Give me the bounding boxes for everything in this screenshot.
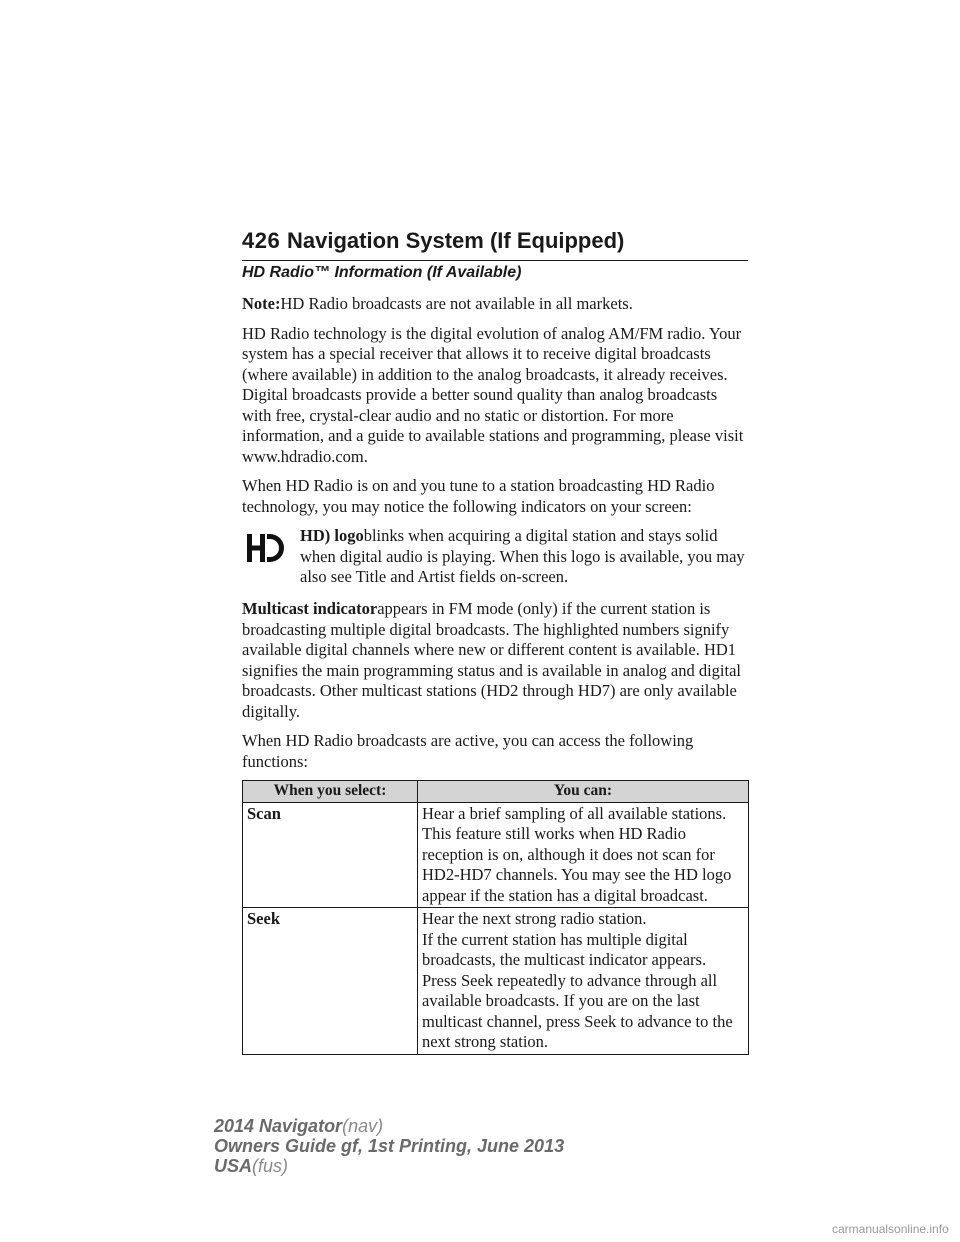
table-header-row: [243, 781, 749, 803]
note-label: Note:: [242, 294, 281, 313]
footer-model: 2014 Navigator: [214, 1116, 343, 1136]
page-header: [242, 228, 748, 261]
table-row: [243, 802, 749, 908]
note-paragraph: [242, 294, 750, 315]
hd-logo-definition: [242, 526, 750, 590]
multicast-term: Multicast indicator: [242, 599, 378, 618]
table-cell-line: If the current station has multiple digital broadcasts, the multicast indicator appears. Press Seek repeatedly to advance through all available broadcasts. If you are on the last multicast channel, press Seek to advance to the next strong station.: [422, 929, 733, 1051]
watermark: carmanualsonline.info: [832, 1222, 949, 1236]
note-text: HD Radio broadcasts are not available in all markets.: [280, 294, 633, 313]
multicast-desc: appears in FM mode (only) if the current station is broadcasting multiple digital broadcasts. The highlighted numbers signify available digital channels where new or different content is available. HD1 signifies the main programming status and is available in analog and digital broadcasts. Other multicast stations (HD2 through HD7) are only available digitally.: [242, 599, 742, 721]
section-heading: HD Radio™ Information (If Available): [242, 264, 522, 281]
table-header-select: When you select:: [243, 781, 418, 803]
hd-logo-term: HD) logo: [300, 526, 364, 545]
page-number: 426: [242, 228, 281, 253]
multicast-paragraph: [242, 599, 750, 722]
chapter-title: Navigation System (If Equipped): [287, 228, 625, 253]
page-content: [242, 264, 750, 1055]
functions-paragraph: When HD Radio broadcasts are active, you can access the following functions:: [242, 731, 694, 771]
table-cell-select: Scan: [243, 802, 418, 908]
table-cell-line: Hear the next strong radio station.: [422, 909, 647, 928]
footer-line-2: Owners Guide gf, 1st Printing, June 2013: [214, 1136, 565, 1156]
table-cell-select: Seek: [243, 908, 418, 1055]
table-cell-line: Hear a brief sampling of all available stations. This feature still works when HD Radio reception is on, although it does not scan for HD2-HD7 channels. You may see the HD logo appear if the station has a digital broadcast.: [422, 803, 732, 905]
functions-table: [242, 780, 749, 1055]
hd-radio-logo-icon: [246, 530, 286, 566]
page-footer: [214, 1116, 564, 1176]
footer-region-code: (fus): [252, 1156, 289, 1176]
footer-line-1: [214, 1116, 564, 1136]
intro-paragraph: HD Radio technology is the digital evolution of analog AM/FM radio. Your system has a special receiver that allows it to receive digital broadcasts (where available) in addition to the analog broadcasts, it already receives. Digital broadcasts provide a better sound quality than analog broadcasts with free, crystal-clear audio and no static or distortion. For more information, and a guide to available stations and programming, please visit www.hdradio.com.: [242, 323, 744, 466]
footer-model-code: (nav): [342, 1116, 384, 1136]
footer-line-3: [214, 1156, 564, 1176]
hd-logo-text: [300, 526, 750, 588]
indicators-paragraph: When HD Radio is on and you tune to a station broadcasting HD Radio technology, you may notice the following indicators on your screen:: [242, 476, 715, 516]
table-row: [243, 908, 749, 1055]
table-header-can: You can:: [418, 781, 749, 803]
footer-region: USA: [214, 1156, 253, 1176]
table-cell-can: [418, 908, 749, 1055]
hd-logo-desc: blinks when acquiring a digital station and stays solid when digital audio is playing. When this logo is available, you may also see Title and Artist fields on-screen.: [300, 526, 745, 586]
table-cell-can: [418, 802, 749, 908]
